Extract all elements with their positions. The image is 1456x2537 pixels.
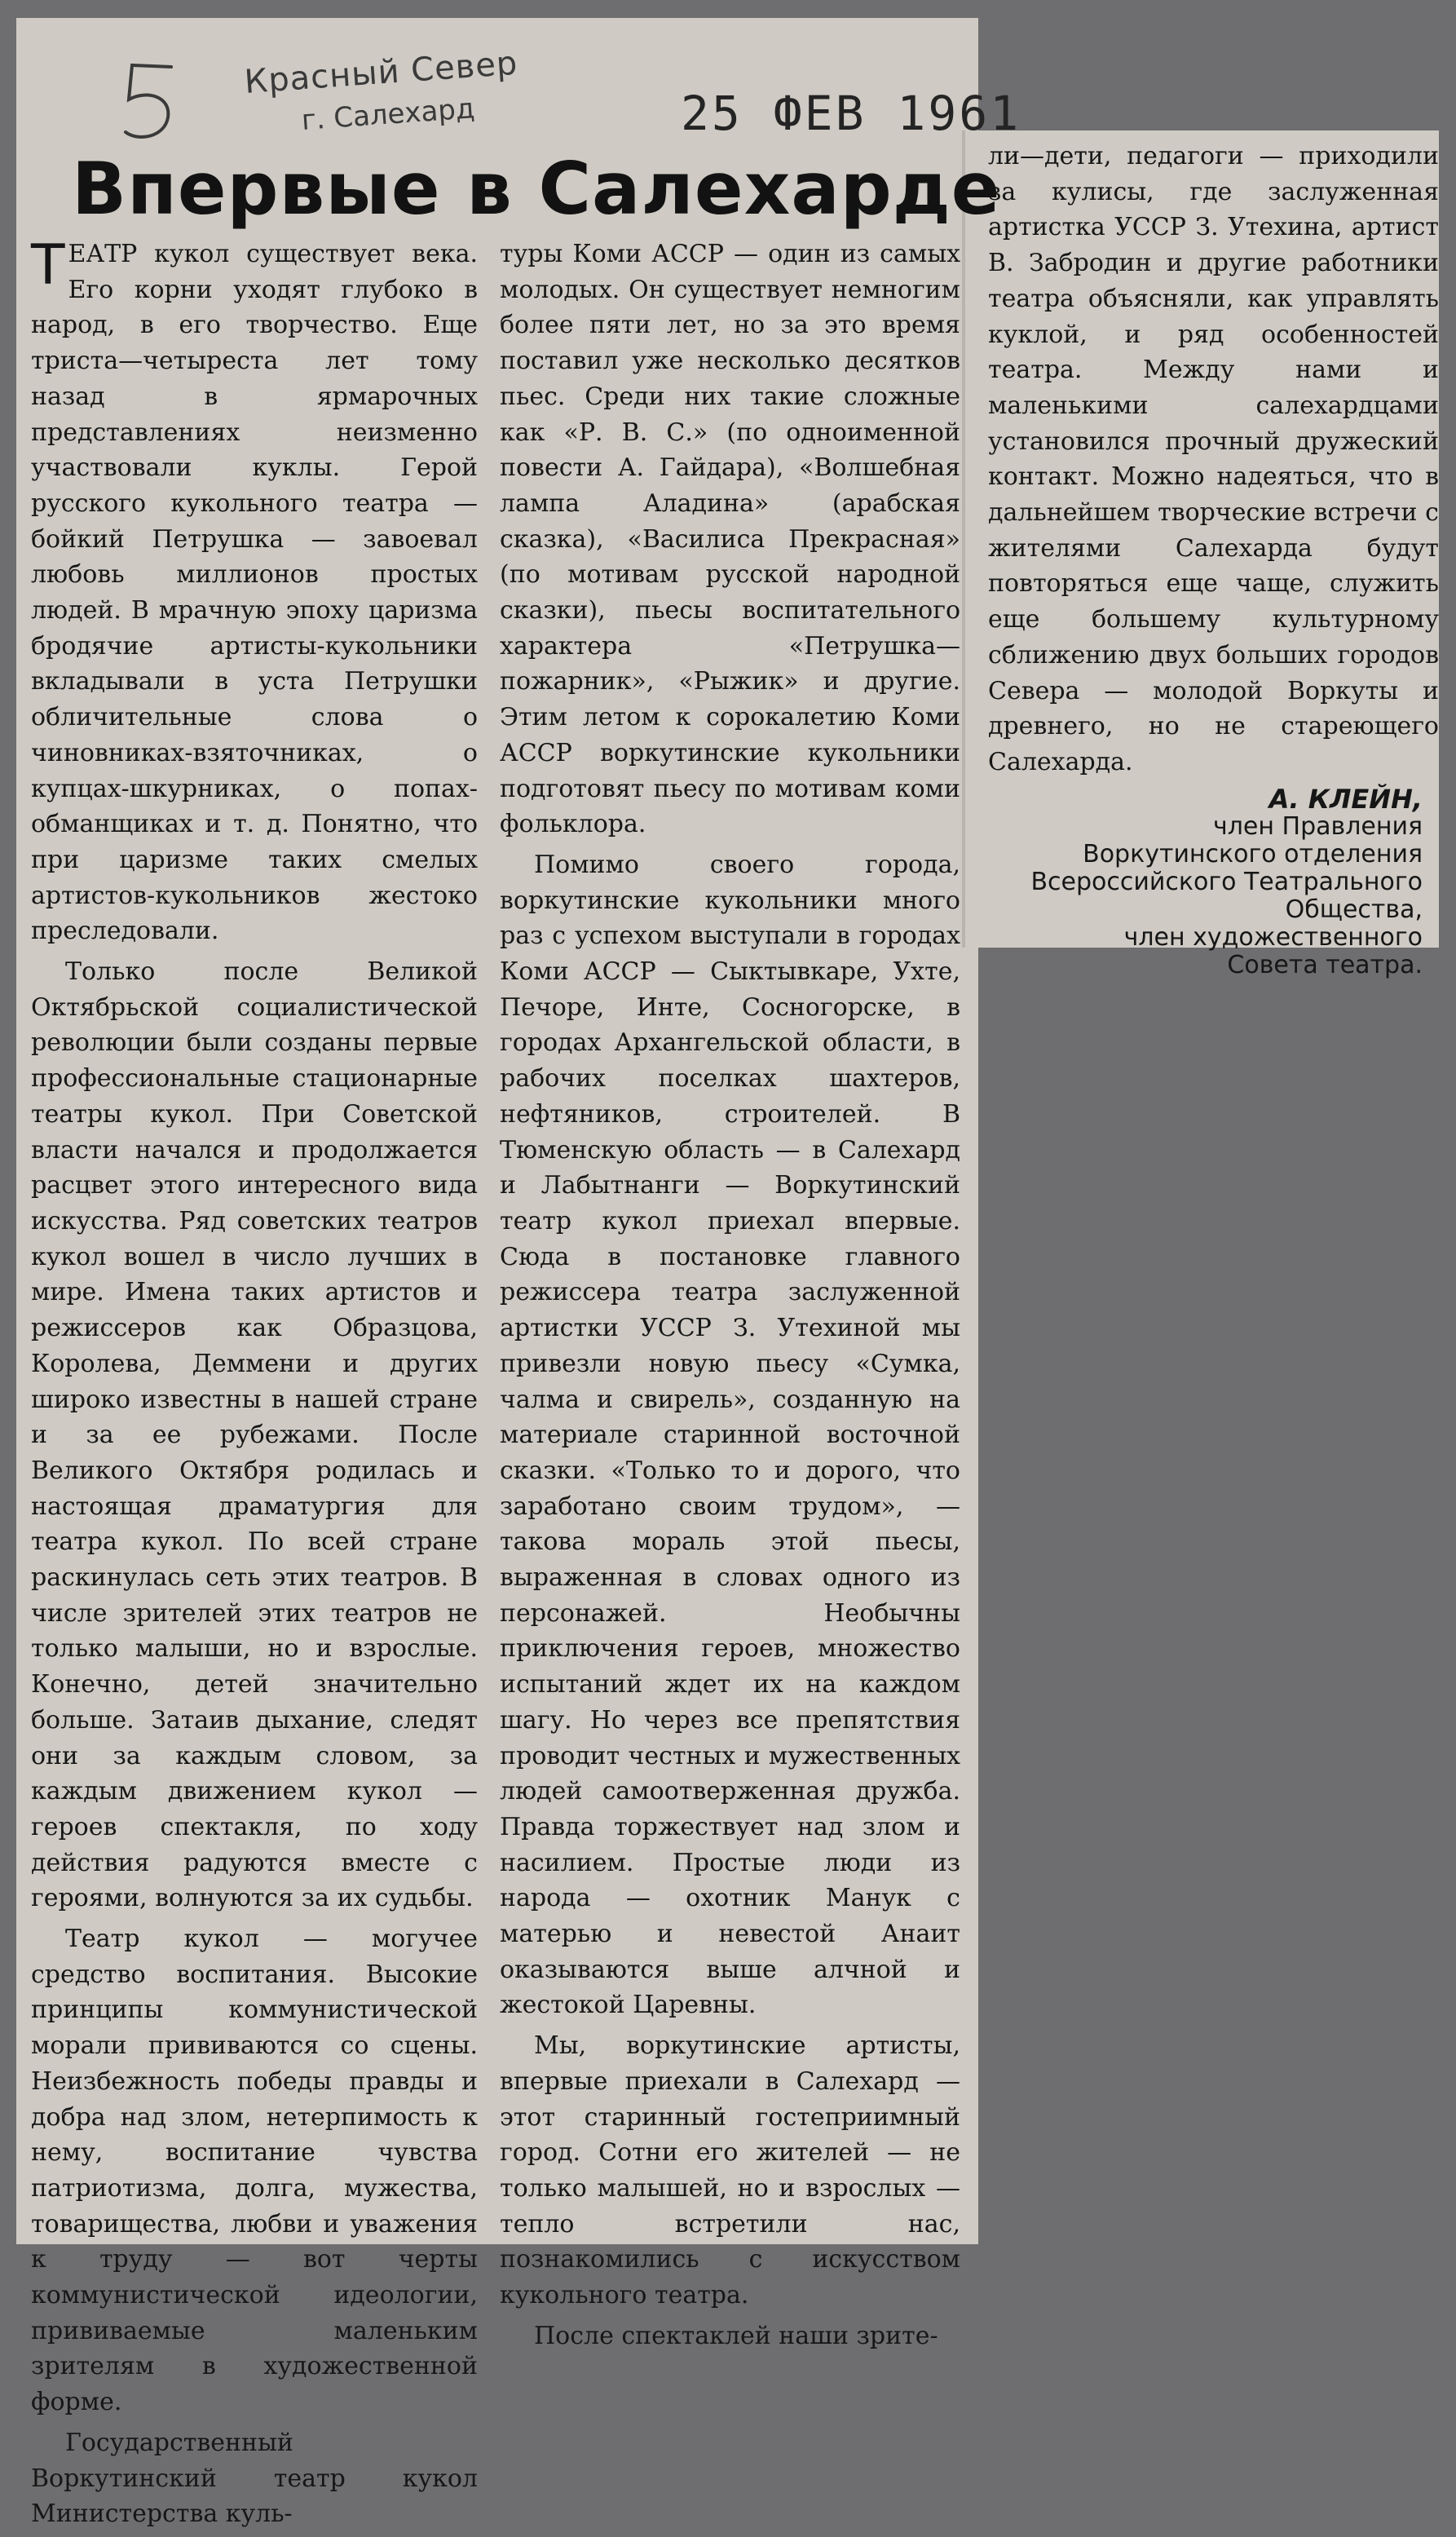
author-signature: А. КЛЕЙН, <box>1268 783 1423 815</box>
credential-line: Совета театра. <box>1227 950 1423 979</box>
stamp-date: 25 ФЕВ 1961 <box>681 86 1021 141</box>
paragraph: Театр кукол — могучее средство воспитания. Высокие принципы коммунистической морали прививаются со сцены. Неизбежность победы правды и добра над злом, нетерпимость к нему, воспитание чувства патриотизма, долга, мужества, товарищества, любви и уважения к труду — вот черты коммунистической идеологии, прививаемые маленьким зрителям в художественной форме. <box>31 1925 478 2417</box>
paper-fold-line <box>962 130 965 948</box>
paragraph: ли—дети, педагоги — приходили за кулисы, где заслуженная артистка УССР З. Утехина, артист В. Забродин и другие работники театра объясняли, как управлять куклой, и ряд особенностей театра. Между нами и маленькими салехардцами установился прочный дружеский контакт. Можно надеяться, что в дальнейшем творческие встречи с жителями Салехарда будут повторяться еще чаще, служить еще большему культурному сближению двух больших городов Севера — молодой Воркуты и древнего, но не стареющего Салехарда. <box>988 142 1439 776</box>
paragraph: туры Коми АССР — один из самых молодых. Он существует немногим более пяти лет, но за это время поставил уже несколько десятков пьес. Среди них такие сложные как «Р. В. С.» (по одноименной повести А. Гайдара), «Волшебная лампа Аладина» (арабская сказка), «Василиса Прекрасная» (по мотивам русской народной сказки), пьесы воспитательного характера «Петрушка—пожарник», «Рыжик» и другие. Этим летом к сорокалетию Коми АССР воркутинские кукольники подготовят пьесу по мотивам коми фольклора. <box>500 240 960 839</box>
credential-line: Воркутинского отделения <box>1083 839 1423 869</box>
credential-line: Общества, <box>1285 895 1423 924</box>
article-headline: Впервые в Салехарде <box>72 147 1001 231</box>
article-column-1 <box>31 233 478 2537</box>
paragraph: Государственный Воркутинский театр кукол Министерства куль- <box>31 2428 478 2529</box>
paragraph <box>31 233 478 949</box>
paragraph: Мы, воркутинские артисты, впервые приехали в Салехард — этот старинный гостеприимный город. Сотни его жителей — не только малышей, но и взрослых — тепло встретили нас, познакомились с искусством кукольного театра. <box>500 2031 960 2310</box>
credential-line: член Правления <box>1213 811 1423 841</box>
author-credentials <box>988 813 1439 979</box>
paragraph-text: ЕАТР кукол существует века. Его корни уходят глубоко в народ, в его творчество. Еще триста—четыреста лет тому назад в ярмарочных представлениях неизменно участвовали куклы. Герой русского кукольного театра — бойкий Петрушка — завоевал любовь миллионов простых людей. В мрачную эпоху царизма бродячие артисты-кукольники вкладывали в уста Петрушки обличительные слова о чиновниках-взяточниках, о купцах-шкурниках, о попах-обманщиках и т. д. Понятно, что при царизме таких смелых артистов-кукольников жестоко преследовали. <box>31 240 478 946</box>
article-column-2 <box>500 236 960 2358</box>
credential-line: Всероссийского Театрального <box>1030 867 1423 896</box>
drop-cap: Т <box>31 233 65 298</box>
stamp-city: г. Салехард <box>300 92 476 137</box>
paragraph: Только после Великой Октябрьской социалистической революции были созданы первые профессиональные стационарные театры кукол. При Советской власти начался и продолжается расцвет этого интересного вида искусства. Ряд советских театров кукол вошел в число лучших в мире. Имена таких артистов и режиссеров как Образцова, Королева, Деммени и других широко известны в нашей стране и за ее рубежами. После Великого Октября родилась и настоящая драматургия для театра кукол. По всей стране раскинулась сеть этих театров. В числе зрителей этих театров не только малыши, но и взрослые. Конечно, детей значительно больше. Затаив дыхание, следят они за каждым словом, за каждым движением кукол — героев спектакля, по ходу действия радуются вместе с героями, волнуются за их судьбы. <box>31 957 478 1913</box>
stamp-newspaper-name: Красный Север <box>243 44 519 101</box>
paragraph: Помимо своего города, воркутинские кукольники много раз с успехом выступали в городах Коми АССР — Сыктывкаре, Ухте, Печоре, Инте, Сосногорске, в городах Архангельской области, в рабочих поселках шахтеров, нефтяников, строителей. В Тюменскую область — в Салехард и Лабытнанги — Воркутинский театр кукол приехал впервые. Сюда в постановке главного режиссера театра заслуженной артистки УССР З. Утехиной мы привезли новую пьесу «Сумка, чалма и свирель», созданную на материале старинной восточной сказки. «Только то и дорого, что заработано своим трудом», — такова мораль этой пьесы, выраженная в словах одного из персонажей. Необычны приключения героев, множество испытаний ждет их на каждом шагу. Но через все препятствия проводит честных и мужественных людей самоотверженная дружба. Правда торжествует над злом и насилием. Простые люди из народа — охотник Манук с матерью и невестой Анаит оказываются выше алчной и жестокой Царевны. <box>500 850 960 2020</box>
handwritten-five-mark <box>114 57 188 147</box>
credential-line: член художественного <box>1123 922 1423 952</box>
paragraph: После спектаклей наши зрите- <box>534 2321 938 2350</box>
article-column-3 <box>988 139 1439 979</box>
